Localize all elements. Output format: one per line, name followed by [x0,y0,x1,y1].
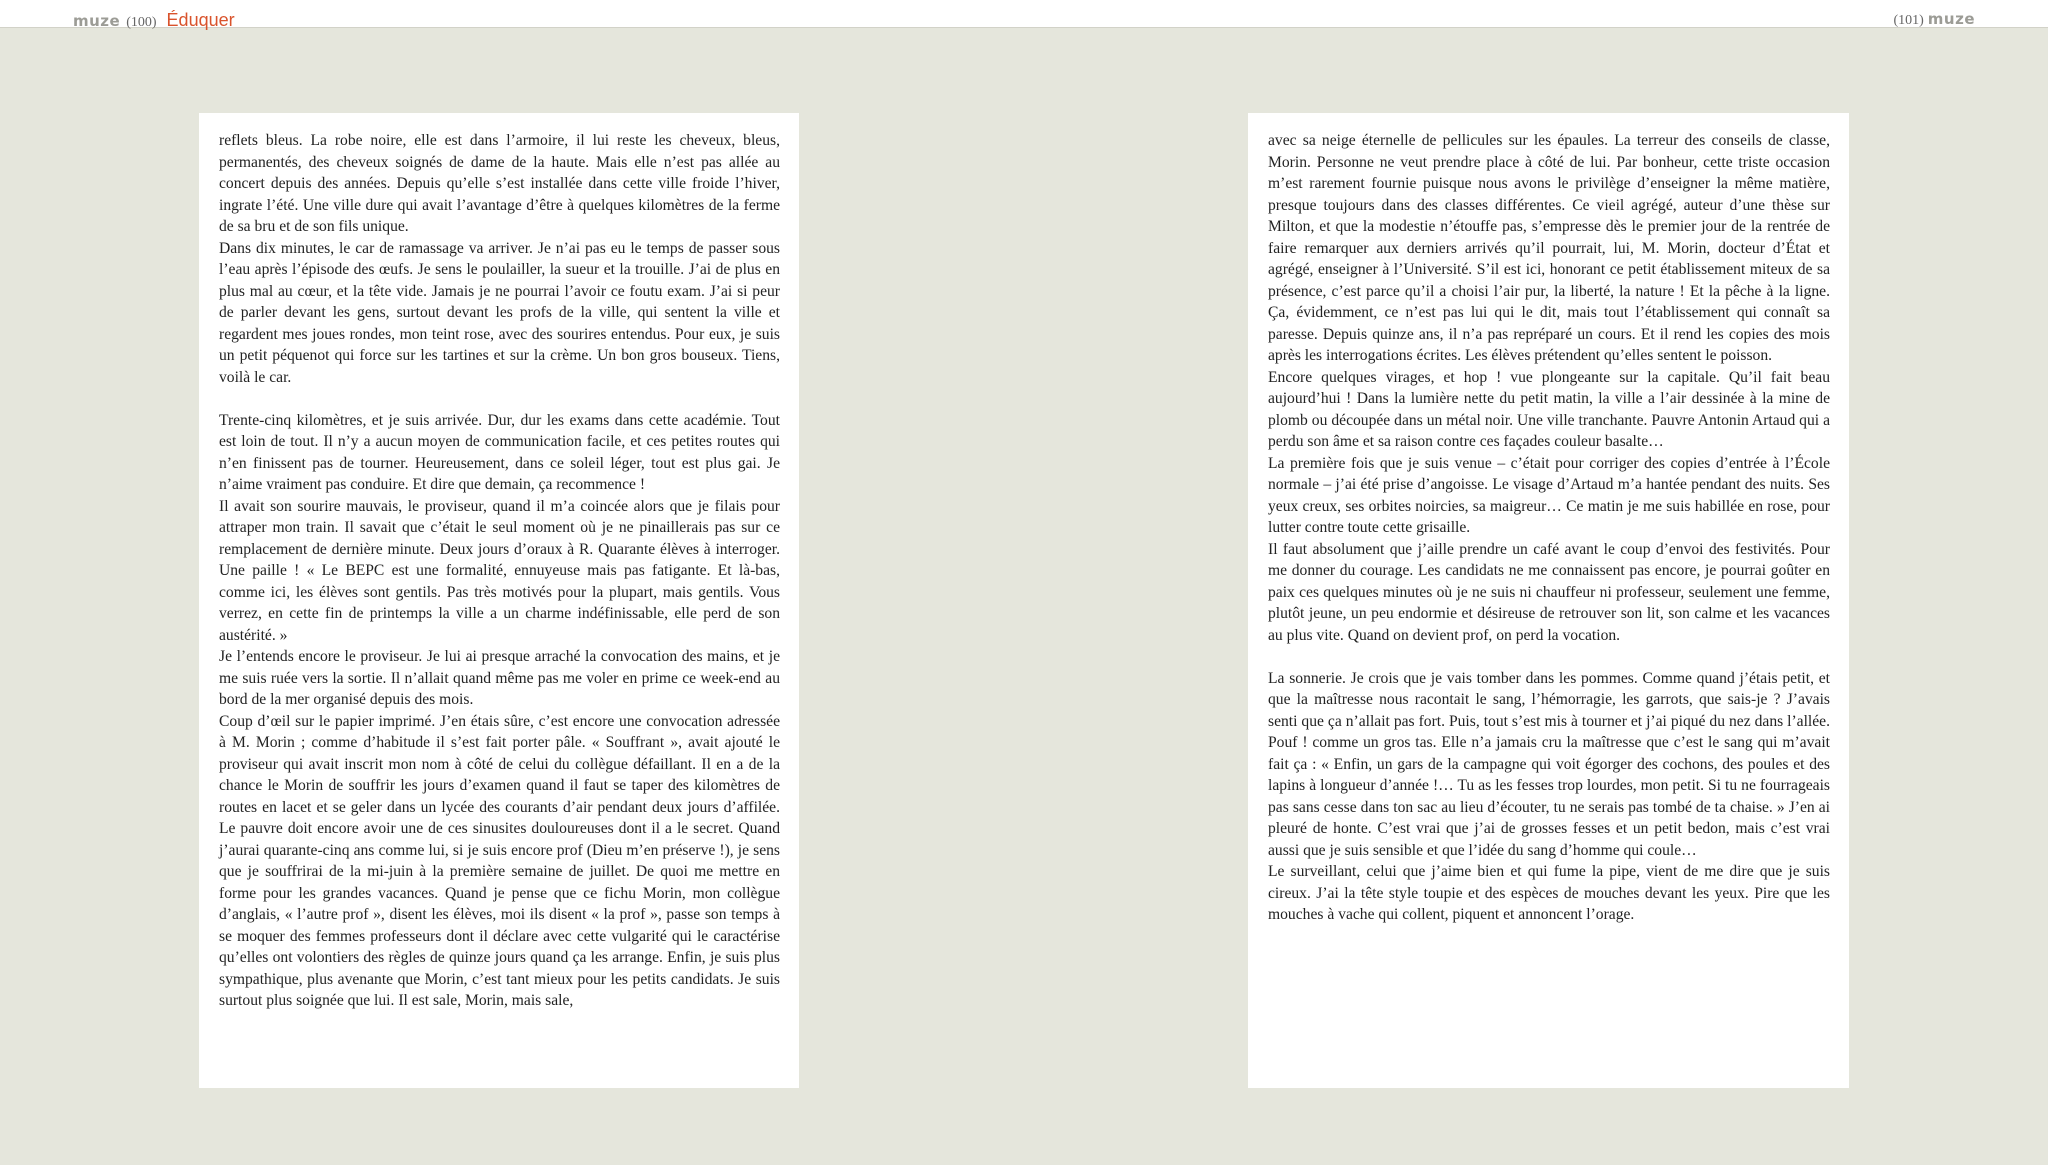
paragraph: Il avait son sourire mauvais, le proviseur, quand il m’a coincée alors que je filais pour attraper mon train. Il savait que c’était le seul moment où je ne pinaillerais pas sur ce remplacement de dernière minute. Deux jours d’oraux à R. Quarante élèves à interroger. Une paille ! « Le BEPC est une formalité, ennuyeuse mais pas fatigante. Et là-bas, comme ici, les élèves sont gentils. Pas très motivés pour la plupart, mais gentils. Vous verrez, en cette fin de printemps la ville a un charme indéfinissable, elle perd de son austérité. » [219,497,780,644]
muze-logo-left: muze [73,12,121,30]
paragraph: Le surveillant, celui que j’aime bien et qui fume la pipe, vient de me dire que je suis cireux. J’ai la tête style toupie et des espèces de mouches devant les yeux. Pire que les mouches à vache qui collent, piquent et annoncent l’orage. [1268,863,1830,923]
left-page [199,113,799,1088]
page-number-right: (101) [1893,13,1924,28]
paragraph: Dans dix minutes, le car de ramassage va arriver. Je n’ai pas eu le temps de passer sous l’eau après l’épisode des œufs. Je sens le poulailler, la sueur et la trouille. J’ai de plus en plus mal au cœur, et la tête vide. Jamais je ne pourrai l’avoir ce foutu exam. J’ai si peur de parler devant les gens, surtout devant les profs de la ville, qui sentent la ville et regardent mes joues rondes, mon teint rose, avec des sourires entendus. Pour eux, je suis un petit péquenot qui force sur les tartines et sur la crème. Un bon gros bouseux. Tiens, voilà le car. [219,239,780,386]
paragraph: Trente-cinq kilomètres, et je suis arrivée. Dur, dur les exams dans cette académie. Tout est loin de tout. Il n’y a aucun moyen de communication facile, et ces petites routes qui n’en finissent pas de tourner. Heureusement, dans ce soleil léger, tout est plus gai. Je n’aime vraiment pas conduire. Et dire que demain, ça recommence ! [219,411,780,493]
paragraph: La première fois que je suis venue – c’était pour corriger des copies d’entrée à l’École normale – j’ai été prise d’angoisse. Le visage d’Artaud m’a hantée pendant des nuits. Ses yeux creux, ses orbites noircies, sa maigreur… Ce matin je me suis habillée en rose, pour lutter contre toute cette grisaille. [1268,454,1830,536]
paragraph: Il faut absolument que j’aille prendre un café avant le coup d’envoi des festivités. Pour me donner du courage. Les candidats ne me connaissent pas encore, je pourrai goûter en paix ces quelques minutes où je ne suis ni chauffeur ni professeur, seulement une femme, plutôt jeune, un peu endormie et désireuse de retrouver son lit, son calme et les vacances au plus vite. Quand on devient prof, on perd la vocation. [1268,540,1830,644]
paragraph: avec sa neige éternelle de pellicules sur les épaules. La terreur des conseils de classe, Morin. Personne ne veut prendre place à côté de lui. Par bonheur, cette triste occasion m’est rarement fournie puisque nous avons le privilège d’enseigner la même matière, presque toujours dans des classes différentes. Ce vieil agrégé, auteur d’une thèse sur Milton, et que la modestie n’étouffe pas, s’empresse dès le premier jour de la rentrée de faire remarquer aux derniers arrivés qu’il pourrait, lui, M. Morin, docteur d’État et agrégé, enseigner à l’Université. S’il est ici, honorant ce petit établissement miteux de sa présence, c’est parce qu’il a choisi l’air pur, la liberté, la nature ! Et la pêche à la ligne. Ça, évidemment, ce n’est pas lui qui le dit, mais tout l’établissement qui connaît sa paresse. Depuis quinze ans, il n’a pas repréparé un cours. Et il rend les copies des mois après les interrogations écrites. Les élèves prétendent qu’elles sentent le poisson. [1268,132,1830,364]
running-header [0,0,2048,28]
paragraph: Coup d’œil sur le papier imprimé. J’en étais sûre, c’est encore une convocation adressée à M. Morin ; comme d’habitude il s’est fait porter pâle. « Souffrant », avait ajouté le proviseur qui avait inscrit mon nom à côté de celui du collègue défaillant. Il en a de la chance le Morin de souffrir les jours d’examen quand il faut se taper des kilomètres de routes en lacet et se geler dans un lycée des courants d’air pendant deux jours d’affilée. Le pauvre doit encore avoir une de ces sinusites douloureuses dont il a le secret. Quand j’aurai quarante-cinq ans comme lui, si je suis encore prof (Dieu m’en préserve !), je sens que je souffrirai de la mi-juin à la première semaine de juillet. De quoi me mettre en forme pour les grandes vacances. Quand je pense que ce fichu Morin, mon collègue d’anglais, « l’autre prof », disent les élèves, moi ils disent « la prof », passe son temps à se moquer des femmes professeurs dont il déclare avec cette vulgarité qui le caractérise qu’elles ont volontiers des règles de quinze jours quand ça les arrange. Enfin, je suis plus sympathique, plus avenante que Morin, c’est tant mieux pour les petits candidats. Je suis surtout plus soignée que lui. Il est sale, Morin, mais sale, [219,712,780,1009]
header-left [73,10,235,31]
right-page [1248,113,1849,1088]
paragraph: reflets bleus. La robe noire, elle est dans l’armoire, il lui reste les cheveux, bleus, permanentés, des cheveux soignés de dame de la haute. Mais elle n’est pas allée au concert depuis des années. Depuis qu’elle s’est installée dans cette ville froide l’hiver, ingrate l’été. Une ville dure qui avait l’avantage d’être à quelques kilomètres de la ferme de sa bru et de son fils unique. [219,132,780,235]
muze-logo-right: muze [1927,10,1975,28]
paragraph: Encore quelques virages, et hop ! vue plongeante sur la capitale. Qu’il fait beau aujourd’hui ! Dans la lumière nette du petit matin, la ville a l’air dessinée à la mine de plomb ou découpée dans un métal noir. Une ville tranchante. Pauvre Antonin Artaud qui a perdu son âme et sa raison contre ces façades couleur basalte… [1268,368,1830,450]
header-right [1893,10,1975,29]
page-number-left: (100) [126,15,157,30]
paragraph: La sonnerie. Je crois que je vais tomber dans les pommes. Comme quand j’étais petit, et que la maîtresse nous racontait le sang, l’hémorragie, les garrots, que sais-je ? J’avais senti que ça n’allait pas fort. Puis, tout s’est mis à tourner et j’ai piqué du nez dans l’allée. Pouf ! comme un gros tas. Elle n’a jamais cru la maîtresse que c’est le sang qui m’avait fait ça : « Enfin, un gars de la campagne qui voit égorger des cochons, des poules et des lapins à longueur d’année !… Tu as les fesses trop lourdes, mon petit. Si tu ne fourrageais pas sans cesse dans ton sac au lieu d’écouter, tu ne serais pas tombé de ta chaise. » J’en ai pleuré de honte. C’est vrai que j’ai de grosses fesses et un petit bedon, mais c’est vrai aussi que je suis sensible et que l’idée du sang d’homme qui coule… [1268,669,1830,859]
section-title: Éduquer [166,10,235,30]
paragraph: Je l’entends encore le proviseur. Je lui ai presque arraché la convocation des mains, et je me suis ruée vers la sortie. Il n’allait quand même pas me voler en prime ce week-end au bord de la mer organisé depuis des mois. [219,648,780,708]
